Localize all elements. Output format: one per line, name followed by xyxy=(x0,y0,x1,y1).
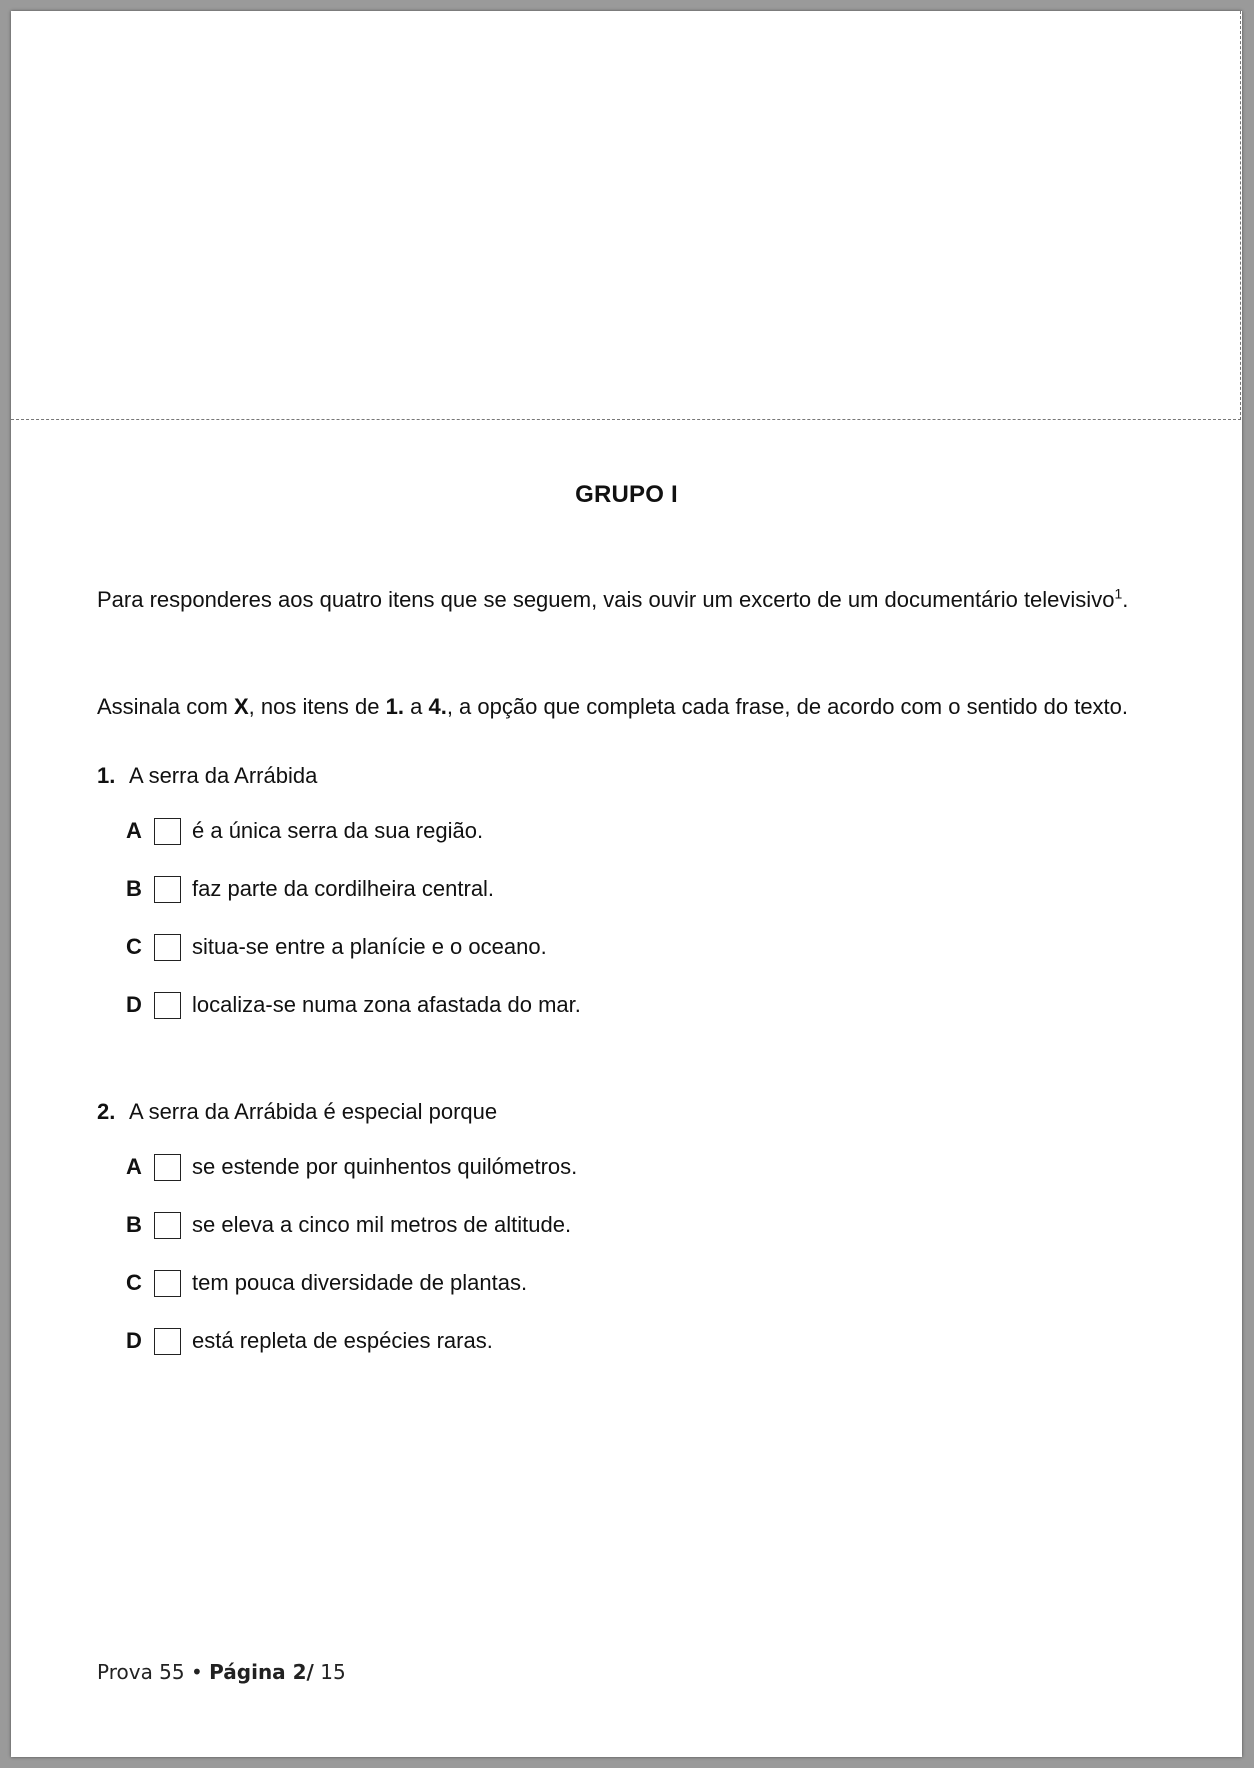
question-stem xyxy=(97,1099,1197,1127)
item-range-start: 1. xyxy=(385,694,404,719)
exam-page xyxy=(11,11,1242,1757)
option-letter: C xyxy=(126,1270,142,1295)
answer-checkbox[interactable] xyxy=(154,992,181,1019)
group-title: GRUPO I xyxy=(575,481,678,508)
answer-checkbox[interactable] xyxy=(154,876,181,903)
question-1 xyxy=(97,763,1197,1019)
question-number: 1. xyxy=(97,763,116,788)
option-text: localiza-se numa zona afastada do mar. xyxy=(192,992,581,1017)
x-mark: X xyxy=(233,694,249,719)
option-letter: A xyxy=(126,1154,142,1179)
page-footer xyxy=(97,1660,346,1684)
instruction-text xyxy=(97,694,1128,720)
intro-period: . xyxy=(1122,587,1129,612)
item-range-end: 4. xyxy=(428,694,447,719)
option-letter: B xyxy=(126,876,142,901)
option-letter: C xyxy=(126,934,142,959)
option-c xyxy=(126,933,1197,961)
option-letter: B xyxy=(126,1212,142,1237)
option-a xyxy=(126,1153,1197,1181)
footnote-mark: 1 xyxy=(1114,585,1123,602)
page-label: Página 2/ xyxy=(209,1660,314,1684)
page-total: 15 xyxy=(320,1660,346,1684)
answer-checkbox[interactable] xyxy=(154,1154,181,1181)
answer-checkbox[interactable] xyxy=(154,818,181,845)
option-a xyxy=(126,817,1197,845)
option-letter: D xyxy=(126,992,142,1017)
option-text: é a única serra da sua região. xyxy=(192,818,484,843)
question-text: A serra da Arrábida é especial porque xyxy=(129,1099,498,1124)
option-text: está repleta de espécies raras. xyxy=(192,1328,493,1353)
option-c xyxy=(126,1269,1197,1297)
instruction-part: , nos itens de xyxy=(248,694,386,719)
option-d xyxy=(126,1327,1197,1355)
option-b xyxy=(126,1211,1197,1239)
intro-sentence: Para responderes aos quatro itens que se seguem, vais ouvir um excerto de um documentário televisivo xyxy=(97,587,1115,612)
footer-separator: • xyxy=(191,1660,203,1684)
option-d xyxy=(126,991,1197,1019)
question-text: A serra da Arrábida xyxy=(129,763,318,788)
question-stem xyxy=(97,763,1197,791)
instruction-part: Assinala com xyxy=(97,694,234,719)
reserved-area xyxy=(11,11,1241,420)
answer-checkbox[interactable] xyxy=(154,1328,181,1355)
exam-id: Prova 55 xyxy=(97,1660,185,1684)
intro-text xyxy=(97,587,1128,613)
answer-checkbox[interactable] xyxy=(154,934,181,961)
answer-checkbox[interactable] xyxy=(154,1270,181,1297)
answer-checkbox[interactable] xyxy=(154,1212,181,1239)
option-text: faz parte da cordilheira central. xyxy=(192,876,495,901)
question-number: 2. xyxy=(97,1099,116,1124)
instruction-part: a xyxy=(403,694,429,719)
option-letter: D xyxy=(126,1328,142,1353)
option-text: tem pouca diversidade de plantas. xyxy=(192,1270,528,1295)
option-text: se estende por quinhentos quilómetros. xyxy=(192,1154,578,1179)
option-letter: A xyxy=(126,818,142,843)
option-b xyxy=(126,875,1197,903)
instruction-part: , a opção que completa cada frase, de acordo com o sentido do texto. xyxy=(446,694,1129,719)
option-text: se eleva a cinco mil metros de altitude. xyxy=(192,1212,572,1237)
question-2 xyxy=(97,1099,1197,1355)
option-text: situa-se entre a planície e o oceano. xyxy=(192,934,547,959)
